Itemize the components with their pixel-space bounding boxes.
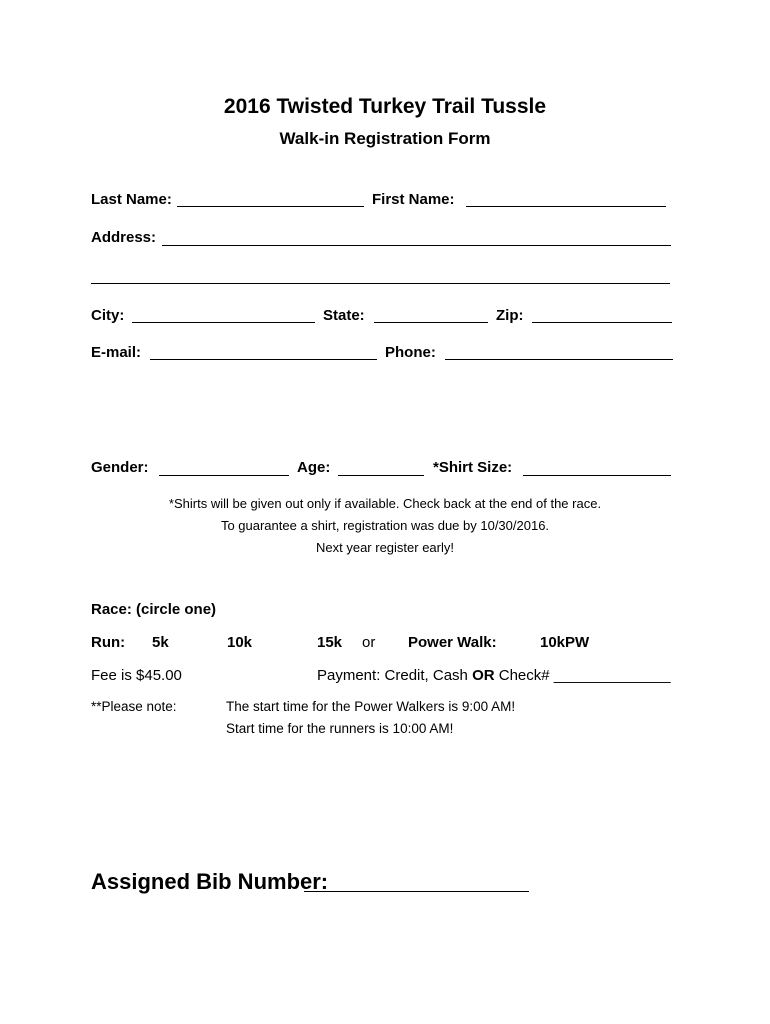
- last-name-label: Last Name:: [91, 191, 172, 208]
- zip-field[interactable]: [532, 322, 672, 323]
- address-label: Address:: [91, 229, 157, 246]
- fee-text: Fee is $45.00: [91, 667, 182, 684]
- payment-prefix: Payment: Credit, Cash: [317, 667, 473, 684]
- note-line2: Start time for the runners is 10:00 AM!: [226, 721, 454, 736]
- phone-label: Phone:: [385, 344, 436, 361]
- address-field-line2[interactable]: [91, 283, 670, 284]
- email-label: E-mail:: [91, 344, 142, 361]
- payment-or: OR: [472, 667, 495, 684]
- power-walk-label: Power Walk:: [408, 634, 497, 651]
- run-label: Run:: [91, 634, 126, 651]
- age-label: Age:: [297, 459, 331, 476]
- race-option-15k[interactable]: 15k: [317, 634, 343, 651]
- please-note-label: **Please note:: [91, 699, 177, 714]
- city-field[interactable]: [132, 322, 315, 323]
- state-label: State:: [323, 307, 365, 324]
- last-name-field[interactable]: [177, 206, 364, 207]
- gender-field[interactable]: [159, 475, 289, 476]
- race-heading: Race: (circle one): [91, 601, 217, 618]
- race-option-5k[interactable]: 5k: [152, 634, 169, 651]
- email-field[interactable]: [150, 359, 377, 360]
- note-line1: The start time for the Power Walkers is 9:00 AM!: [226, 699, 516, 714]
- address-field-line1[interactable]: [162, 245, 671, 246]
- gender-label: Gender:: [91, 459, 149, 476]
- payment-line[interactable]: [317, 667, 671, 684]
- zip-label: Zip:: [496, 307, 524, 324]
- shirt-note-line3: Next year register early!: [316, 540, 454, 555]
- first-name-label: First Name:: [372, 191, 455, 208]
- bib-number-label: Assigned Bib Number:: [91, 869, 329, 894]
- form-title: 2016 Twisted Turkey Trail Tussle: [223, 95, 547, 118]
- bib-number-field[interactable]: [304, 891, 529, 892]
- shirt-size-label: *Shirt Size:: [433, 459, 513, 476]
- city-label: City:: [91, 307, 125, 324]
- age-field[interactable]: [338, 475, 424, 476]
- first-name-field[interactable]: [466, 206, 666, 207]
- form-subtitle: Walk-in Registration Form: [279, 129, 491, 148]
- phone-field[interactable]: [445, 359, 673, 360]
- shirt-note-line1: *Shirts will be given out only if available. Check back at the end of the race.: [168, 496, 602, 511]
- shirt-size-field[interactable]: [523, 475, 671, 476]
- race-option-10k[interactable]: 10k: [227, 634, 253, 651]
- race-option-10kpw[interactable]: 10kPW: [540, 634, 590, 651]
- payment-suffix: Check# ______________: [494, 667, 671, 684]
- race-or-text: or: [362, 634, 376, 651]
- state-field[interactable]: [374, 322, 488, 323]
- shirt-note-line2: To guarantee a shirt, registration was due by 10/30/2016.: [220, 518, 550, 533]
